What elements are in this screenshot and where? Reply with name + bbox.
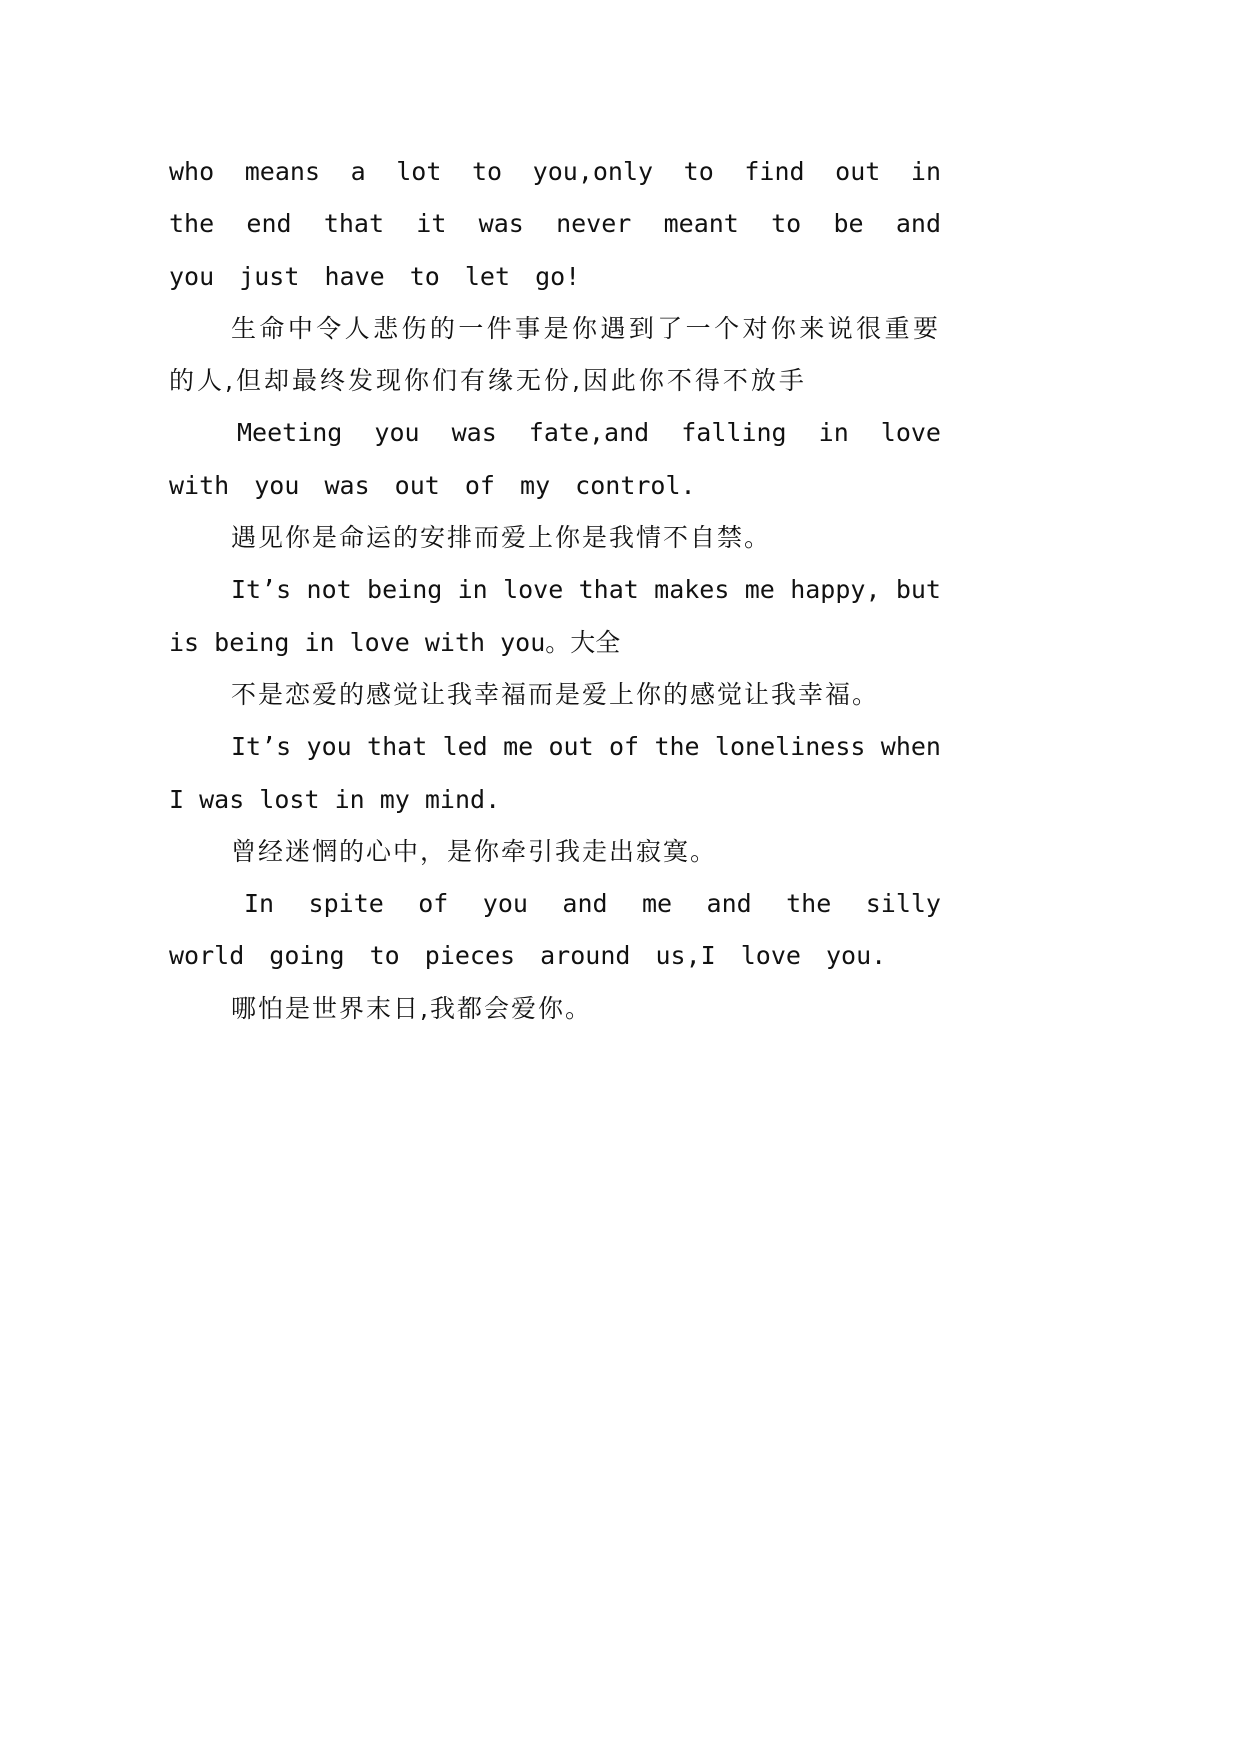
paragraph-chinese-fate-text: 遇见你是命运的安排而爱上你是我情不自禁。 <box>231 523 772 553</box>
paragraph-chinese-loneliness-text: 曾经迷惘的心中，是你牵引我走出寂寞。 <box>231 836 718 866</box>
paragraph-english-let-go: who means a lot to you,only to find out in the end that it was never meant to be and you just have to let go! <box>169 157 941 291</box>
paragraph-english-loneliness: It’s you that led me out of the loneliness when I was lost in my mind. <box>169 732 941 814</box>
paragraph-chinese-fate <box>169 512 941 564</box>
document-body <box>169 146 941 1035</box>
paragraph-english-fate: Meeting you was fate,and falling in love with you was out of my control. <box>169 418 941 500</box>
paragraph-chinese-happy-text: 不是恋爱的感觉让我幸福而是爱上你的感觉让我幸福。 <box>231 679 880 709</box>
paragraph-chinese-happy <box>169 669 941 721</box>
paragraph-english-silly-world: In spite of you and me and the silly world going to pieces around us,I love you. <box>169 889 941 971</box>
paragraph-chinese-let-go-text: 生命中令人悲伤的一件事是你遇到了一个对你来说很重要的人,但却最终发现你们有缘无份,因此你不得不放手 <box>169 313 941 396</box>
paragraph-chinese-loneliness <box>169 826 941 878</box>
paragraph-chinese-world-end <box>169 983 941 1035</box>
paragraph-chinese-let-go <box>169 303 941 408</box>
paragraph-english-happy: It’s not being in love that makes me happy, but is being in love with you。大全 <box>169 575 941 657</box>
paragraph-chinese-world-end-text: 哪怕是世界末日,我都会爱你。 <box>231 993 592 1023</box>
